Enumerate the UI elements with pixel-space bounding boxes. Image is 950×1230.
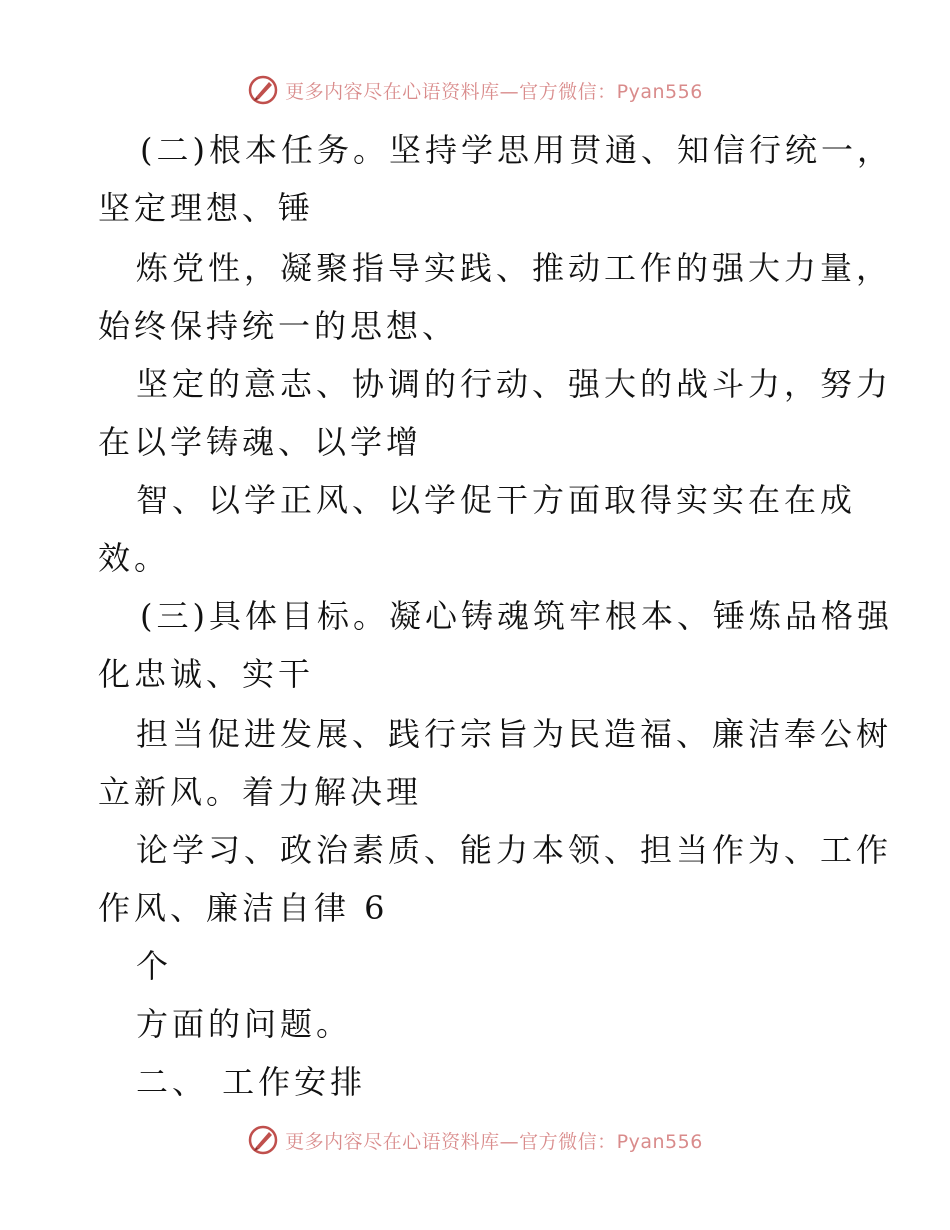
body-line: (三)具体目标。凝心铸魂筑牢根本、锤炼品格强 bbox=[140, 597, 893, 635]
body-line: 作风、廉洁自律 6 bbox=[98, 889, 389, 927]
footer-watermark bbox=[0, 1122, 950, 1158]
body-line: 在以学铸魂、以学增 bbox=[98, 423, 423, 461]
header-watermark bbox=[0, 72, 950, 108]
watermark-text: 更多内容尽在心语资料库—官方微信：Pyan556 bbox=[285, 1130, 703, 1153]
body-line: 智、以学正风、以学促干方面取得实实在在成 bbox=[136, 481, 857, 519]
body-line: (二)根本任务。坚持学思用贯通、知信行统一， bbox=[140, 131, 893, 169]
body-line: 炼党性，凝聚指导实践、推动工作的强大力量， bbox=[136, 249, 893, 287]
body-line: 方面的问题。 bbox=[136, 1005, 353, 1043]
body-line: 效。 bbox=[98, 539, 171, 577]
body-line: 担当促进发展、践行宗旨为民造福、廉洁奉公树 bbox=[136, 715, 893, 753]
body-line: 个 bbox=[136, 947, 173, 985]
body-line: 立新风。着力解决理 bbox=[98, 773, 423, 811]
body-line: 论学习、政治素质、能力本领、担当作为、工作 bbox=[136, 831, 893, 869]
watermark-text: 更多内容尽在心语资料库—官方微信：Pyan556 bbox=[285, 80, 703, 103]
pen-logo-icon bbox=[247, 1124, 279, 1156]
body-line: 始终保持统一的思想、 bbox=[98, 307, 459, 345]
body-line: 坚定的意志、协调的行动、强大的战斗力，努力 bbox=[136, 365, 893, 403]
body-line: 坚定理想、锤 bbox=[98, 189, 315, 227]
section-heading: 二、 工作安排 bbox=[136, 1063, 367, 1101]
body-line: 化忠诚、实干 bbox=[98, 655, 315, 693]
pen-logo-icon bbox=[247, 74, 279, 106]
